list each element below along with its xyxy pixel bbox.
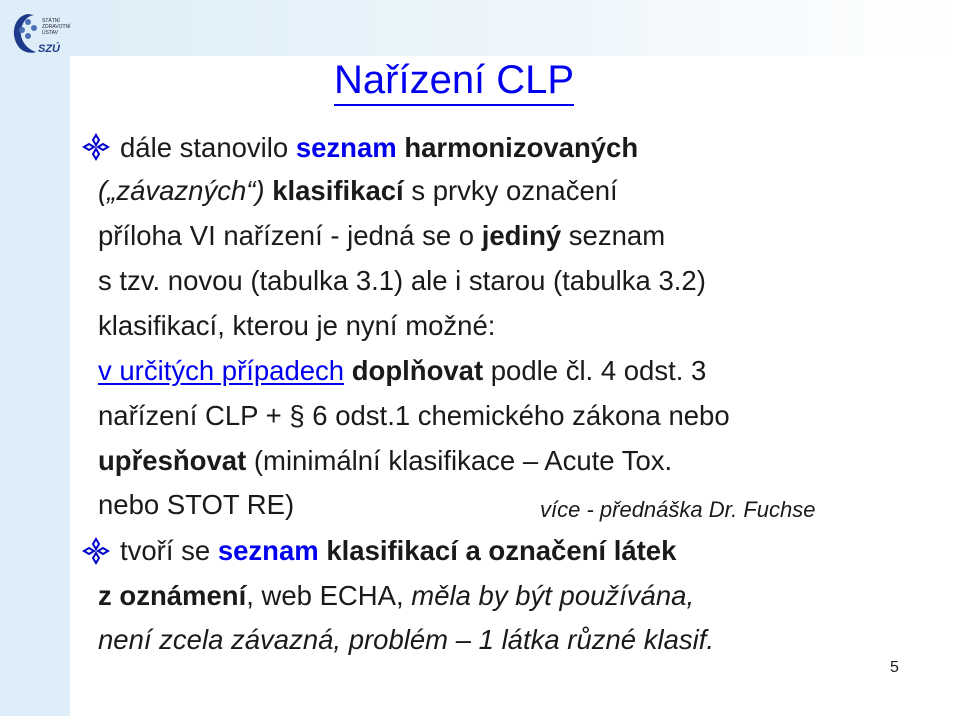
page-number: 5 [890,659,899,676]
bullet1-line3: příloha VI nařízení - jedná se o jediný seznam [98,220,666,251]
bullet1-line5: klasifikací, kterou je nyní možné: [98,310,496,341]
bullet1-line4: s tzv. novou (tabulka 3.1) ale i starou (tabulka 3.2) [98,265,706,296]
left-sidebar [0,0,70,716]
lecture-note: více - přednáška Dr. Fuchse [540,497,816,522]
keyword-seznam: seznam [295,132,397,163]
logo-line3: ÚSTAV [42,30,58,36]
logo-line2: ZDRAVOTNÍ [42,24,71,30]
bullet2-line3: není zcela závazná, problém – 1 látka různé klasif. [98,624,715,655]
bullet1-line7: nařízení CLP + § 6 odst.1 chemického zákona nebo [98,400,730,431]
szu-logo [8,8,71,56]
bullet2-line2: z oznámení, web ECHA, měla by být používána, [98,580,695,611]
bullet1-line9: nebo STOT RE) [98,489,295,520]
underlined-phrase: v určitých případech [98,355,345,386]
bullet1-line1: dále stanovilo seznam harmonizovaných [120,132,639,163]
bullet1-line8: upřesňovat (minimální klasifikace – Acute Tox. [98,445,673,476]
bullet1-line2: („závazných“) klasifikací s prvky označení [98,175,618,206]
header-band [70,0,960,56]
page-title: Nařízení CLP [334,58,574,106]
keyword-seznam-2: seznam [217,535,319,566]
diamond-bullet-icon [82,537,110,565]
bullet2-line1: tvoří se seznam klasifikací a označení látek [120,535,677,566]
logo-line1: STÁTNÍ [42,18,60,24]
bullet1-line6: v určitých případech doplňovat podle čl. 4 odst. 3 [98,355,707,386]
svg-text:SZÚ: SZÚ [38,43,60,55]
diamond-bullet-icon [82,133,110,161]
